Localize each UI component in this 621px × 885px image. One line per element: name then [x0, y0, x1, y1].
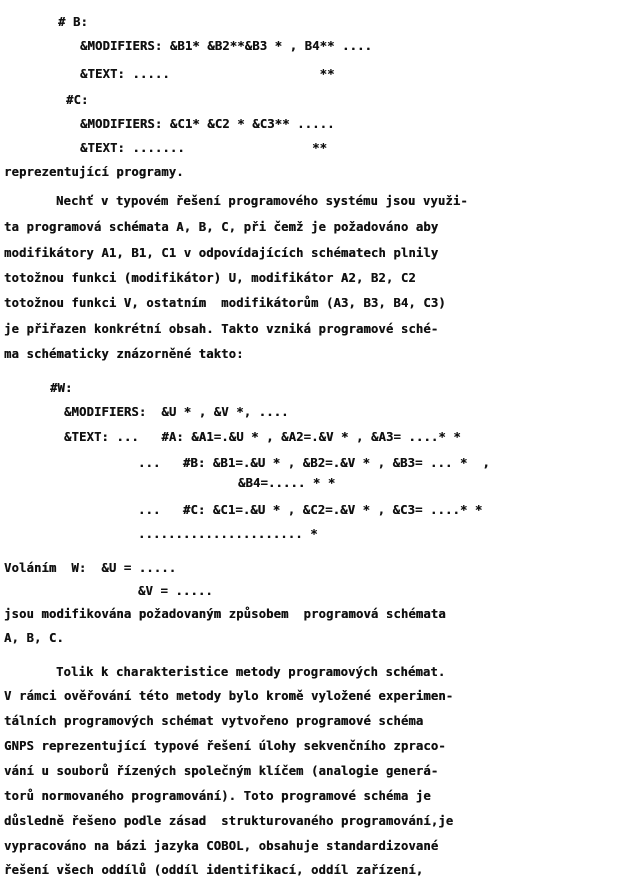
text-line: ... #C: &C1=.&U * , &C2=.&V * , &C3= ....* *	[138, 503, 483, 517]
text-line: vání u souborů řízených společným klíčem (analogie generá-	[4, 764, 439, 778]
text-line: GNPS reprezentující typové řešení úlohy sekvenčního zpraco-	[4, 739, 446, 753]
text-line: Tolik k charakteristice metody programových schémat.	[56, 665, 446, 679]
text-line: &TEXT: ....... **	[80, 141, 328, 155]
text-line: jsou modifikována požadovaným způsobem programová schémata	[4, 607, 446, 621]
text-line: Voláním W: &U = .....	[4, 561, 177, 575]
text-line: řešení všech oddílů (oddíl identifikací, oddíl zařízení,	[4, 863, 424, 877]
text-line: je přiřazen konkrétní obsah. Takto vzniká programové sché-	[4, 322, 439, 336]
text-line: &TEXT: ... #A: &A1=.&U * , &A2=.&V * , &A3= ....* *	[64, 430, 461, 444]
text-line: důsledně řešeno podle zásad strukturovaného programování,je	[4, 814, 454, 828]
text-line: ... #B: &B1=.&U * , &B2=.&V * , &B3= ... * ,	[138, 456, 490, 470]
text-line: V rámci ověřování této metody bylo kromě vyložené experimen-	[4, 689, 454, 703]
text-line: #C:	[66, 93, 89, 107]
text-line: ...................... *	[138, 527, 318, 541]
text-line: ta programová schémata A, B, C, při čemž je požadováno aby	[4, 220, 439, 234]
text-line: &MODIFIERS: &B1* &B2**&B3 * , B4** ....	[80, 39, 373, 53]
text-line: reprezentující programy.	[4, 165, 184, 179]
text-line: # B:	[58, 15, 88, 29]
text-line: &TEXT: ..... **	[80, 67, 335, 81]
text-line: #W:	[50, 381, 73, 395]
text-line: torů normovaného programování). Toto programové schéma je	[4, 789, 431, 803]
text-line: Nechť v typovém řešení programového systému jsou využi-	[56, 194, 468, 208]
text-line: A, B, C.	[4, 631, 64, 645]
text-line: &MODIFIERS: &U * , &V *, ....	[64, 405, 289, 419]
text-line: vypracováno na bázi jazyka COBOL, obsahuje standardizované	[4, 839, 439, 853]
text-line: tálních programových schémat vytvořeno programové schéma	[4, 714, 424, 728]
text-line: &V = .....	[138, 584, 213, 598]
text-line: modifikátory A1, B1, C1 v odpovídajících schématech plnily	[4, 246, 439, 260]
text-line: ma schématicky znázorněné takto:	[4, 347, 244, 361]
text-line: totožnou funkci V, ostatním modifikátorům (A3, B3, B4, C3)	[4, 296, 446, 310]
text-line: totožnou funkci (modifikátor) U, modifikátor A2, B2, C2	[4, 271, 416, 285]
text-line: &B4=..... * *	[238, 476, 336, 490]
text-line: &MODIFIERS: &C1* &C2 * &C3** .....	[80, 117, 335, 131]
